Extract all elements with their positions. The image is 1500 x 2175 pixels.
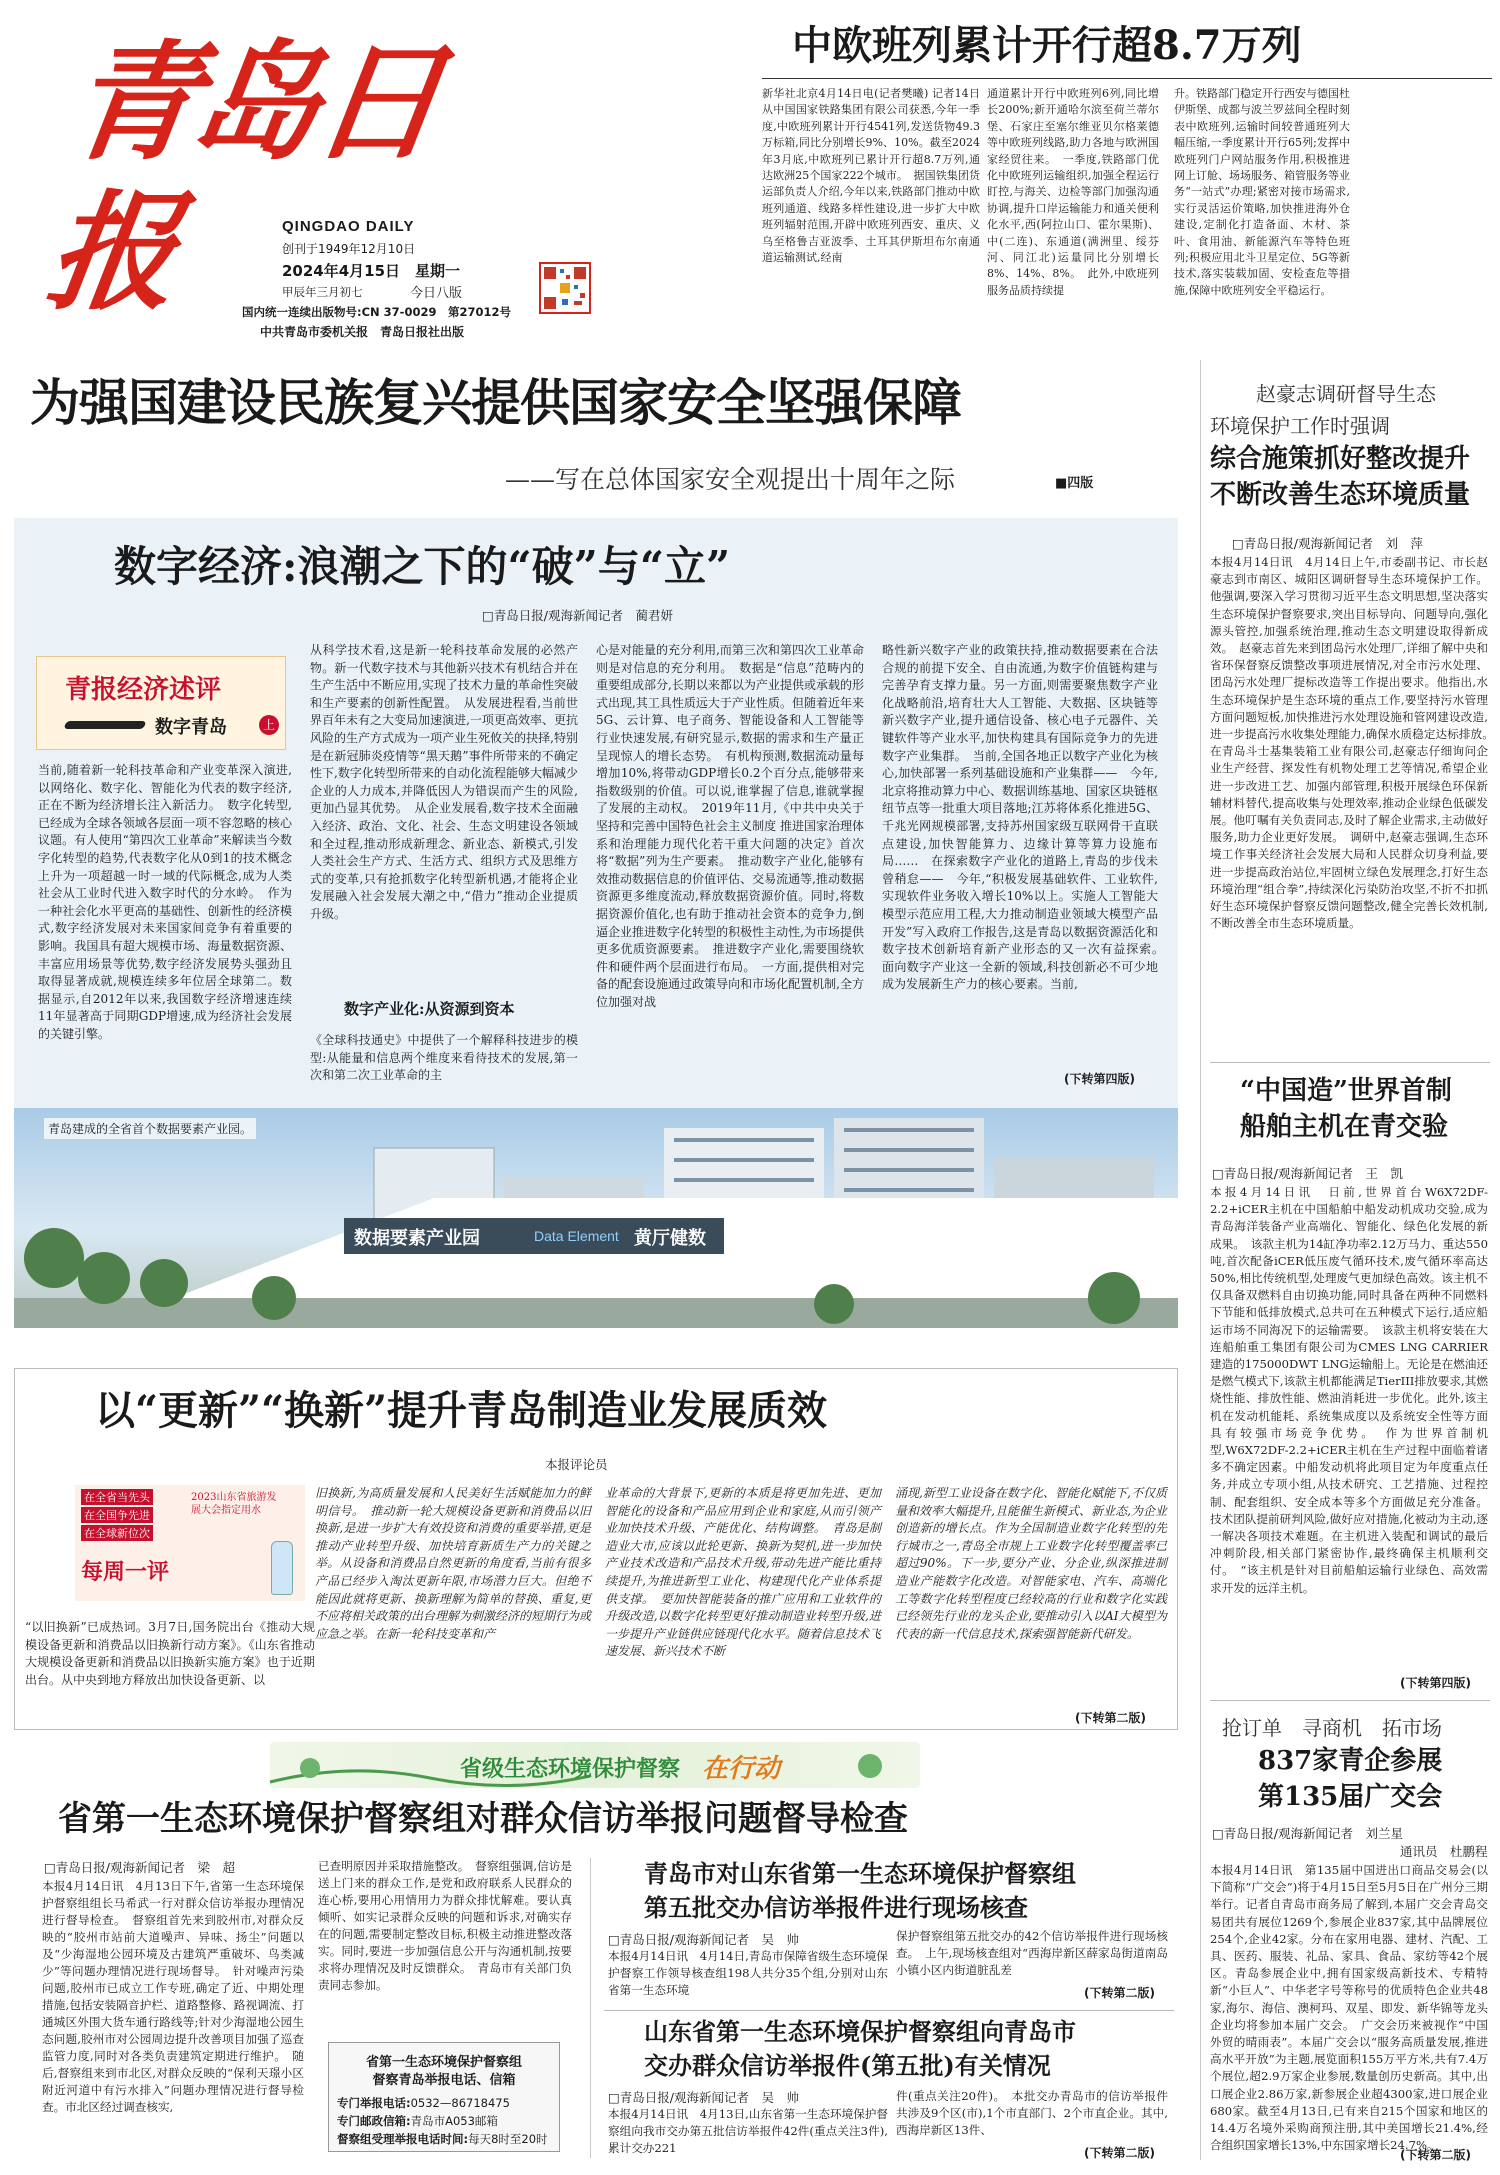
photo-sign-right: 黄厅健数 [634, 1228, 706, 1249]
right-1-headline-1[interactable]: 综合施策抓好整改提升 [1210, 444, 1471, 474]
photo-caption: 青岛建成的全省首个数据要素产业园。 [44, 1118, 256, 1139]
manufacturing-col-1: “以旧换新”已成热词。3月7日,国务院出台《推动大规模设备更新和消费品以旧换新行动方案》。《山东省推动大规模设备更新和消费品以旧换新实施方案》也于近期出台。从中央到地方释放出加快设备更新、以 [25, 1620, 315, 1687]
eco-headline[interactable]: 省第一生态环境保护督察组对群众信访举报问题督导检查 [58, 1799, 908, 1839]
right-story-3[interactable] [1210, 1712, 1490, 2167]
badge-title: 每周一评 [81, 1559, 170, 1585]
serial-number: 国内统一连续出版物号:CN 37-0029 第27012号 [242, 305, 511, 319]
relay-a-more[interactable]: (下转第二版) [1084, 1986, 1155, 2000]
badge-mark: 上 [259, 715, 279, 735]
right-3-kicker: 抢订单 寻商机 拓市场 [1222, 1716, 1442, 1740]
right-1-byline: □青岛日报/观海新闻记者 刘 萍 [1232, 536, 1424, 551]
right-story-2[interactable] [1210, 1074, 1490, 1694]
lead-page-ref: ■四版 [1055, 476, 1094, 491]
masthead [20, 18, 540, 339]
badge-subtitle: 数字青岛 [155, 717, 227, 738]
right-3-headline-2[interactable]: 第135届广交会 [1258, 1782, 1443, 1812]
manufacturing-col-2: 旧换新,为高质量发展和人民美好生活赋能加力的鲜明信号。 推动新一轮大规模设备更新和消费品以旧换新,是进一步扩大有效投资和消费的重要举措,更是推动产业转型升级、加快培育新质生产力的关键之举。从设备和消费品自然更新的角度看,当前有很多产品已经步入淘汰更新年限,市场潜力巨大。但绝不能因此就将更新、换新理解为简单的替换、重复,更不应将相关政策的出台理解为刺激经济的短期行为或应急之举。在新一轮科技变革和产 [315, 1486, 592, 1641]
right-1-headline-2[interactable]: 不断改善生态环境质量 [1210, 480, 1471, 510]
relay-a-headline-1[interactable]: 青岛市对山东省第一生态环境保护督察组 [644, 1859, 1076, 1888]
right-2-more[interactable]: (下转第四版) [1400, 1676, 1471, 1690]
right-2-headline-2[interactable]: 船舶主机在青交验 [1240, 1112, 1449, 1142]
digital-story[interactable] [14, 518, 1178, 1328]
top-story-col-1: 新华社北京4月14日电(记者樊曦) 记者14日从中国国家铁路集团有限公司获悉,今年一季度,中欧班列累计开行4541列,发送货物49.3万标箱,同比分别增长9%、10%。截至2024年3月底,中欧班列已累计开行超8.7万列,通达欧洲25个国家222个城市。 据国铁集团货运部负责人介绍,今年以来,铁路部门推动中欧班列通道、线路多样性建设,进一步扩大中欧班列辐射范围,开辟中欧班列西安、重庆、义乌至格鲁吉亚波季、土耳其伊斯坦布尔南通道运输测试,经南 [762, 87, 980, 265]
top-story-col-3: 升。铁路部门稳定开行西安与德国杜伊斯堡、成都与波兰罗兹间全程时刻表中欧班列,运输时间较普通班列大幅压缩,一季度累计开行65列;发挥中欧班列门户网站服务作用,积极推进网上订舱、场场服务、箱管服务等业务“一站式”办理;紧密对接市场需求,实行灵活运价策略,加快推进海外仓建设,定制化打造备面、木材、茶叶、食用油、新能源汽车等特色班列;积极应用北斗卫星定位、5G等新技术,落实装载加固、安检查危等措施,保障中欧班列安全平稳运行。 [1174, 87, 1350, 297]
manufacturing-col-4: 涌现,新型工业设备在数字化、智能化赋能下,不仅质量和效率大幅提升,且能催生新模式、新业态,为企业创造新的增长点。作为全国制造业数字化转型的先行城市之一,青岛全市规上工业数字化转型覆盖率已超过90%。下一步,要分产业、分企业,纵深推进制造业产能数字化改造。对智能家电、汽车、高端化工等数字化转型程度已经较高的行业和数字化实践已经领先行业的龙头企业,要推动引入以AI大模型为代表的新一代信息技术,探索强智能新代研发。 [895, 1486, 1167, 1641]
right-story-1[interactable] [1210, 378, 1500, 1058]
badge-line-3: 在全球新位次 [81, 1525, 153, 1541]
hotline-hours: 督察组受理举报电话时间:每天8时至20时 [337, 2132, 548, 2146]
publisher-line: 中共青岛市委机关报 青岛日报社出版 [260, 325, 465, 339]
relay-a-byline: □青岛日报/观海新闻记者 吴 帅 [608, 1932, 800, 1947]
qr-code [540, 263, 590, 313]
badge-line-1: 在全省当先头 [81, 1489, 153, 1505]
right-1-body: 本报4月14日讯 4月14日上午,市委副书记、市长赵豪志到市南区、城阳区调研督导生态环境保护工作。他强调,要深入学习贯彻习近平生态文明思想,坚决落实生态环境保护督察要求,突出目标导向、问题导向,强化源头管控,加强系统治理,推动生态文明建设取得新成效。 赵豪志首先来到团岛污水处理厂,详细了解中央和省环保督察反馈整改事项进展情况,对全市污水处理、团岛污水处理厂提标改造等工作提出要求。他指出,水生态环境保护是生态环境的重点工作,要坚持污水管理方面问题短板,加快推进污水处理设施和管网建设改造,进一步提高污水收集处理能力,确保水质稳定达标排放。 在青岛斗士基集装箱工业有限公司,赵豪志仔细询问企业生产经营、探发性有机物处理工艺等情况,希望企业进一步改进工艺、加强内部管理,积极开展绿色环保新辅材料替代,提高收集与处理效率,推动企业绿色低碳发展。他叮嘱有关负责同志,及时了解企业需求,主动做好服务,助力企业更好发展。 调研中,赵豪志强调,生态环境工作事关经济社会发展大局和人民群众切身利益,要进一步提高政治站位,牢固树立绿色发展理念,打好生态环境治理“组合拳”,持续深化污染防治攻坚,不折不扣抓好生态环境保护督察反馈问题整改,健全完善长效机制,不断改善全市生态环境质量。 [1210, 555, 1500, 931]
badge-ad: 2023山东省旅游发展大会指定用水 [191, 1492, 277, 1516]
eco-col-1: 本报4月14日讯 4月13日下午,省第一生态环境保护督察组组长马希武一行对群众信访举报办理情况进行督导检查。 督察组首先来到胶州市,对群众反映的“胶州市站前大道噪声、异味、扬尘”问题以及“少海湿地公园环境及古建筑严重破坏、鸟类减少”等问题办理情况进行现场督导。 针对噪声污染问题,胶州市已成立工作专班,确定了近、中期处理措施,包括安装隔音护栏、道路整修、路视调流、打通城区外围大货车通行路线等;针对少海湿地公园生态问题,胶州市对公园周边提升改善项目加强了巡查监管力度,同时对各类负责建筑定期进行维护。 随后,督察组来到市北区,对群众反映的“保利天璟小区附近河道中有污水排入”问题办理情况进行督导检查。市北区经过调查核实, [42, 1879, 304, 2114]
hotline-box [328, 2042, 560, 2152]
digital-more[interactable]: (下转第四版) [1064, 1072, 1135, 1086]
manufacturing-byline: 本报评论员 [545, 1457, 608, 1472]
right-3-byline-1: □青岛日报/观海新闻记者 刘兰星 [1212, 1826, 1404, 1841]
hotline-phone: 专门举报电话:0532—86718475 [337, 2096, 510, 2110]
lead-headline[interactable]: 为强国建设民族复兴提供国家安全坚强保障 [30, 373, 961, 432]
digital-byline: □青岛日报/观海新闻记者 蔺君妍 [482, 608, 674, 623]
eco-banner-label-accent: 在行动 [702, 1754, 781, 1784]
right-3-more[interactable]: (下转第二版) [1400, 2148, 1471, 2162]
photo-sign-en: Data Element [534, 1228, 619, 1244]
water-bottle-icon [271, 1541, 293, 1595]
relay-b-headline-1[interactable]: 山东省第一生态环境保护督察组向青岛市 [644, 2017, 1076, 2046]
relay-b-byline: □青岛日报/观海新闻记者 吴 帅 [608, 2090, 800, 2105]
eco-story[interactable] [14, 1796, 1178, 2166]
top-story-headline[interactable]: 中欧班列累计开行超8.7万列 [792, 22, 1302, 69]
relay-b-col-2: 件(重点关注20件)。 本批交办青岛市的信访举报件共涉及9个区(市),1个市直部门、2个市直企业。其中,西海岸新区13件、 [896, 2089, 1168, 2137]
hotline-title-2: 督察青岛举报电话、信箱 [372, 2073, 516, 2088]
photo-sign-cn: 数据要素产业园 [354, 1228, 480, 1249]
digital-col-2b: 《全球科技通史》中提供了一个解释科技进步的模型:从能量和信息两个维度来看待技术的发展,第一次和第二次工业革命的主 [310, 1033, 578, 1083]
right-2-body: 本报4月14日讯 日前,世界首台W6X72DF-2.2+iCER主机在中国船舶中船发动机成功交验,成为青岛海洋装备产业高端化、智能化、绿色化发展的新成果。 该款主机为14缸净功率2.12万马力、重达550吨,首次配备iCER低压废气循环技术,废气循环率高达50%,相比传统机型,处理废气更加绿色高效。该主机不仅具备双燃料自由切换功能,同时具备在两种不同燃料下节能和低排放模式,总共可在五种模式下运行,适应船运市场不同海况下的运输需要。 该款主机将安装在大连船舶重工集团有限公司为CMES LNG CARRIER建造的175000DWT LNG运输船上。无论是在燃油还是燃气模式下,该款主机都能满足TierIII排放要求,其燃烧性能、排放性能、燃油消耗进一步优化。此外,该主机在发动机能耗、系统集成度以及系统安全性等方面具有较强市场竞争优势。 作为世界首制机型,W6X72DF-2.2+iCER主机在生产过程中面临着诸多不确定因素。中船发动机将此项目定为年度重点任务,并成立专项小组,从技术研究、工艺措施、过程控制、配套组织、安全成本等多个方面做足充分准备。技术团队提前研判风险,做好应对措施,化被动为主动,逐一解决各项技术难题。在主机进入装配和调试的最后冲刺阶段,相关部门紧密协作,最终确保主机顺利交付。 “该主机是针对目前船舶运输行业绿色、高效需求开发的远洋主机。 [1210, 1185, 1488, 1595]
masthead-english: QINGDAO DAILY [282, 218, 415, 235]
right-3-byline-2: 通讯员 杜鹏程 [1400, 1844, 1488, 1859]
digital-subtitle: 数字产业化:从资源到资本 [344, 1000, 515, 1018]
manufacturing-headline[interactable]: 以“更新”“换新”提升青岛制造业发展质效 [95, 1387, 828, 1434]
badge-title: 青报经济述评 [65, 675, 222, 705]
weekly-review-badge [75, 1485, 305, 1601]
lead-subhead: ——写在总体国家安全观提出十周年之际 [505, 465, 956, 494]
right-1-kicker-2: 环境保护工作时强调 [1210, 414, 1390, 438]
digital-col-1: 当前,随着新一轮科技革命和产业变革深入演进,以网络化、数字化、智能化为代表的数字经济,正在不断为经济增长注入新活力。 数字化转型,已经成为全球各领域各层面一项不容忽略的核心议题。有人使用“第四次工业革命”来解读当今数字化转型的趋势,代表数字化从0到1的技术概念上升为一项超越一时一域的代际概念,成为人类社会从工业时代进入数字时代的分水岭。 作为一种社会化水平更高的基础性、创新性的经济模式,数字经济发展对未来国家间竞争有着重要的影响。我国具有超大规模市场、海量数据资源、丰富应用场景等优势,数字经济发展势头强劲且取得显著成就,规模连续多年位居全球第二。数据显示,自2012年以来,我国数字经济增速连续11年显著高于同期GDP增速,成为经济社会发展的关键引擎。 [38, 763, 292, 1041]
eco-banner-label: 省级生态环境保护督察 [460, 1756, 681, 1782]
manufacturing-col-3: 业革命的大背景下,更新的本质是将更加先进、更加智能化的设备和产品应用到企业和家庭,从而引领产业加快技术升级、产能优化、结构调整。 青岛是制造业大市,应该以此轮更新、换新为契机,进一步加快产业技术改造和产品技术升级,带动先进产能比重持续提升,为推进新型工业化、构建现代化产业体系提供支撑。 要加快智能装备的推广应用和工业软件的升级改造,以数字化转型更好推动制造业转型升级,进一步提升产业链供应链现代化水平。随着信息技术飞速发展、新兴技术不断 [605, 1486, 882, 1659]
badge-brush [64, 721, 147, 729]
issue-date: 2024年4月15日 星期一 [282, 262, 461, 280]
right-2-headline-1[interactable]: “中国造”世界首制 [1240, 1076, 1452, 1106]
masthead-logo: 青岛日报 [38, 28, 448, 328]
founded-date: 创刊于1949年12月10日 [282, 242, 416, 256]
lunar-date: 甲辰年三月初七 [282, 285, 363, 299]
manufacturing-more[interactable]: (下转第二版) [1075, 1711, 1146, 1725]
relay-b-more[interactable]: (下转第二版) [1084, 2146, 1155, 2160]
relay-a-col-2: 保护督察组第五批交办的42个信访举报件进行现场核查。 上午,现场核查组对“西海岸新区薛家岛街道南岛小镇小区内街道脏乱差 [896, 1929, 1168, 1977]
badge-line-2: 在全国争先进 [81, 1507, 153, 1523]
hotline-mailbox: 专门邮政信箱:青岛市A053邮箱 [337, 2114, 498, 2128]
digital-headline[interactable]: 数字经济:浪潮之下的“破”与“立” [114, 542, 731, 591]
manufacturing-story[interactable] [14, 1368, 1178, 1730]
eco-byline: □青岛日报/观海新闻记者 梁 超 [44, 1860, 236, 1875]
right-1-kicker-1: 赵豪志调研督导生态 [1256, 382, 1436, 406]
relay-a-col-1: 本报4月14日讯 4月14日,青岛市保障省级生态环境保护督察工作领导核查组198人共分35个组,分别对山东省第一生态环境 [608, 1949, 888, 1997]
digital-badge [36, 656, 286, 750]
hotline-title-1: 省第一生态环境保护督察组 [365, 2055, 522, 2070]
digital-col-3: 心是对能量的充分利用,而第三次和第四次工业革命则是对信息的充分利用。 数据是“信息”范畴内的重要组成部分,长期以来都以为产业提供或承载的形式出现,其工具性质远大于产业性质。但随着近年来5G、云计算、电子商务、智能设备和人工智能等行业快速发展,有研究显示,数据的需求和生产量正呈现惊人的增长态势。 有机构预测,数据流动量每增加10%,将带动GDP增长0.2个百分点,能够带来指数级别的价值。可以说,谁掌握了信息,谁就掌握了发展的主动权。 2019年11月,《中共中央关于坚持和完善中国特色社会主义制度 推进国家治理体系和治理能力现代化若干重大问题的决定》首次将“数据”列为生产要素。 推动数字产业化,能够有效推动数据信息的价值评估、交易流通等,推动数据资源更多维度流动,释放数据资源价值。同时,将数据资源价值化,也有助于推动社会资本的竞争力,倒逼企业推进数字化转型的积极性主动性,为市场提供更多优质资源要素。 推进数字产业化,需要围绕软件和硬件两个层面进行布局。 一方面,提供相对完备的配套设施通过政策导向和市场化配置机制,全方位加强对战 [596, 643, 864, 1009]
right-3-headline-1[interactable]: 837家青企参展 [1258, 1746, 1443, 1776]
page-count: 今日八版 [410, 286, 463, 301]
industrial-park-photo [14, 1108, 1178, 1328]
digital-col-4: 略性新兴数字产业的政策扶持,推动数据要素在合法合规的前提下安全、自由流通,为数字价值链构建与完善孕育支撑力量。另一方面,则需要聚焦数字产业化战略前沿,培育壮大人工智能、大数据、区块链等新兴数字产业,提升通信设备、核心电子元器件、关键软件等产业水平,加快构建具有国际竞争力的先进数字产业集群。 当前,全国各地正以数字产业化为核心,加快部署一系列基础设施和产业集群—— 今年,北京将推动算力中心、数据训练基地、国家区块链枢纽节点等一批重大项目落地;江苏将体系化推进5G、千兆光网规模部署,支持苏州国家级互联网骨干直联点建设,加快智能算力、边缘计算等算力设施布局…… 在探索数字产业化的道路上,青岛的步伐未曾稍怠—— 今年,“积极发展基础软件、工业软件,实现软件业务收入增长10%以上。实施人工智能大模型示范应用工程,大力推动制造业领域大模型产品开发”写入政府工作报告,这是青岛以数据资源活化和数字技术创新培育新产业形态的又一次有益探索。 面向数字产业这一全新的领域,科技创新必不可少地成为发展新生产力的核心要素。当前, [882, 643, 1171, 992]
right-2-byline: □青岛日报/观海新闻记者 王 凯 [1212, 1166, 1404, 1181]
eco-banner [270, 1742, 920, 1788]
top-story[interactable] [762, 20, 1492, 338]
relay-b-col-1: 本报4月14日讯 4月13日,山东省第一生态环境保护督察组向我市交办第五批信访举报件42件(重点关注3件),累计交办221 [608, 2107, 888, 2155]
eco-col-2: 已查明原因并采取措施整改。 督察组强调,信访是送上门来的群众工作,是党和政府联系人民群众的连心桥,要用心用情用力为群众排忧解难。要认真倾听、如实记录群众反映的问题和诉求,对确实存在的问题,需要制定整改目标,积极主动推进整改落实。同时,要进一步加强信息公开与沟通机制,按要求将办理情况及时反馈群众。 青岛市有关部门负责同志参加。 [318, 1859, 572, 1992]
right-3-body: 本报4月14日讯 第135届中国进出口商品交易会(以下简称“广交会”)将于4月15日至5月5日在广州分三期举行。记者自青岛市商务局了解到,本届广交会青岛交易团共有展位1269个,参展企业837家,其中品牌展位254个,企业42家。分布在家用电器、建材、汽配、工具、医药、服装、礼品、家具、食品、家纺等42个展区。青岛参展企业中,拥有国家级高新技术、专精特新“小巨人”、中华老字号等称号的优质特色企业共48家,海尔、海信、澳柯玛、双星、即发、新华锦等龙头企业均将参加本届广交会。 广交会历来被视作“中国外贸的晴雨表”。本届广交会以“服务高质量发展,推进高水平开放”为主题,展览面积155万平方米,共有7.4万个展位,超2.9万家企业参展,数量创历史新高。其中,出口展企业2.86万家,新参展企业超4300家,进口展企业680家。截至4月13日,已有来自215个国家和地区的14.4万名境外采购商预注册,其中美国增长21.4%,经合组织国家增长13%,中东国家增长24.7%。 [1210, 1863, 1488, 2153]
relay-a-headline-2[interactable]: 第五批交办信访举报件进行现场核查 [644, 1893, 1028, 1922]
relay-b-headline-2[interactable]: 交办群众信访举报件(第五批)有关情况 [644, 2051, 1051, 2080]
digital-col-2: 从科学技术看,这是新一轮科技革命发展的必然产物。新一代数字技术与其他新兴技术有机结合并在生产生活中不断应用,实现了技术力量的革命性突破和生产要素的创新性配置。 从发展进程看,当前世界百年未有之大变局加速演进,一项更高效率、更抗风险的生产方式成为一项产业生死攸关的抉择,特别是在新冠肺炎疫情等“黑天鹅”事件所带来的不确定性下,数字化转型所带来的自动化流程能够大幅减少企业的人力成本,并降低因人为错误而产生的风险,更加凸显其优势。 从企业发展看,数字技术全面融入经济、政治、文化、社会、生态文明建设各领域和全过程,推动形成新理念、新业态、新模式,引发人类社会生产方式、生活方式、组织方式及思维方式的变革,只有抢抓数字化转型新机遇,才能将企业发展融入社会发展大潮之中,“借力”推动企业提质升级。 [310, 643, 578, 921]
top-story-col-2: 通道累计开行中欧班列6列,同比增长200%;新开通哈尔滨至荷兰蒂尔堡、石家庄至塞尔维亚贝尔格莱德等中欧班列线路,助力各地与欧洲国家经贸往来。 一季度,铁路部门优化中欧班列运输组织,加强全程运行盯控,与海关、边检等部门加强沟通协调,提升口岸运输能力和通关便利化水平,西(阿拉山口、霍尔果斯)、中(二连)、东通道(满洲里、绥芬河、同江北)运量同比分别增长8%、14%、8%。 此外,中欧班列服务品质持续提 [987, 87, 1159, 297]
